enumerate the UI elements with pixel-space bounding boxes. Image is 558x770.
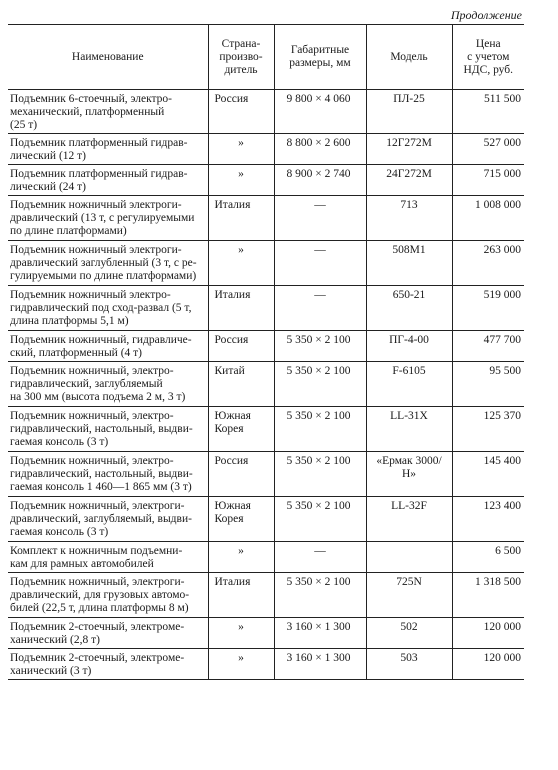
cell-name: Комплект к ножничным подъемни- кам для рамных автомобилей	[8, 542, 208, 573]
table-row	[8, 618, 524, 649]
cell-dimensions: 5 350 × 2 100	[274, 452, 366, 497]
cell-country: Россия	[208, 90, 274, 134]
cell-country: Италия	[208, 573, 274, 618]
cell-name: Подъемник ножничный, гидравличе- ский, платформенный (4 т)	[8, 331, 208, 362]
table-row	[8, 497, 524, 542]
cell-name: Подъемник ножничный, электро- гидравлический, настольный, выдви- гаемая консоль 1 460—1 865 мм (3 т)	[8, 452, 208, 497]
cell-country: Италия	[208, 196, 274, 241]
cell-price: 6 500	[452, 542, 524, 573]
cell-price: 123 400	[452, 497, 524, 542]
cell-country: »	[208, 618, 274, 649]
cell-dimensions: —	[274, 196, 366, 241]
cell-model: 12Г272М	[366, 134, 452, 165]
table-row	[8, 90, 524, 134]
cell-model: 713	[366, 196, 452, 241]
cell-country: »	[208, 165, 274, 196]
cell-country: Китай	[208, 362, 274, 407]
table-row	[8, 241, 524, 286]
table-row	[8, 134, 524, 165]
table-row	[8, 331, 524, 362]
table-row	[8, 286, 524, 331]
cell-model: «Ермак 3000/Н»	[366, 452, 452, 497]
table-body	[8, 90, 524, 680]
cell-dimensions: 9 800 × 4 060	[274, 90, 366, 134]
cell-country: Россия	[208, 331, 274, 362]
cell-dimensions: 8 900 × 2 740	[274, 165, 366, 196]
price-table	[8, 24, 524, 680]
cell-dimensions: 8 800 × 2 600	[274, 134, 366, 165]
table-row	[8, 362, 524, 407]
cell-name: Подъемник платформенный гидрав- лический (12 т)	[8, 134, 208, 165]
cell-name: Подъемник 2-стоечный, электроме- ханический (2,8 т)	[8, 618, 208, 649]
cell-model: 24Г272М	[366, 165, 452, 196]
cell-name: Подъемник ножничный электро- гидравлический под сход-развал (5 т, длина платформы 5,1 м)	[8, 286, 208, 331]
header-price: Цена с учетом НДС, руб.	[452, 25, 524, 90]
cell-model: LL-31X	[366, 407, 452, 452]
cell-price: 1 318 500	[452, 573, 524, 618]
table-header-row	[8, 25, 524, 90]
cell-dimensions: 5 350 × 2 100	[274, 362, 366, 407]
cell-model: ПГ-4-00	[366, 331, 452, 362]
cell-country: Италия	[208, 286, 274, 331]
cell-model: LL-32F	[366, 497, 452, 542]
cell-price: 519 000	[452, 286, 524, 331]
cell-model: 508М1	[366, 241, 452, 286]
table-row	[8, 196, 524, 241]
cell-price: 120 000	[452, 649, 524, 680]
cell-name: Подъемник ножничный, электроги- дравлический, для грузовых автомо- билей (22,5 т, длина платформы 8 м)	[8, 573, 208, 618]
table-row	[8, 165, 524, 196]
cell-price: 511 500	[452, 90, 524, 134]
cell-country: Южная Корея	[208, 407, 274, 452]
cell-country: »	[208, 134, 274, 165]
cell-model: 502	[366, 618, 452, 649]
cell-name: Подъемник ножничный электроги- дравлический (13 т, с регулируемыми по длине платформами)	[8, 196, 208, 241]
cell-name: Подъемник ножничный, электро- гидравлический, настольный, выдви- гаемая консоль (3 т)	[8, 407, 208, 452]
table-row	[8, 573, 524, 618]
cell-dimensions: 5 350 × 2 100	[274, 573, 366, 618]
cell-price: 715 000	[452, 165, 524, 196]
header-name: Наименование	[8, 25, 208, 90]
document-page	[8, 6, 524, 680]
cell-name: Подъемник ножничный, электроги- дравлический, заглубляемый, выдви- гаемая консоль (3 т)	[8, 497, 208, 542]
cell-name: Подъемник ножничный, электро- гидравлический, заглубляемый на 300 мм (высота подъема 2 м, 3 т)	[8, 362, 208, 407]
cell-country: Южная Корея	[208, 497, 274, 542]
cell-price: 1 008 000	[452, 196, 524, 241]
cell-price: 145 400	[452, 452, 524, 497]
cell-dimensions: 5 350 × 2 100	[274, 331, 366, 362]
cell-price: 527 000	[452, 134, 524, 165]
table-row	[8, 407, 524, 452]
cell-price: 120 000	[452, 618, 524, 649]
cell-dimensions: 3 160 × 1 300	[274, 618, 366, 649]
cell-dimensions: —	[274, 286, 366, 331]
cell-price: 95 500	[452, 362, 524, 407]
continuation-label: Продолжение	[450, 8, 522, 22]
cell-model: 725N	[366, 573, 452, 618]
cell-price: 477 700	[452, 331, 524, 362]
cell-country: »	[208, 649, 274, 680]
cell-model: F-6105	[366, 362, 452, 407]
header-model: Модель	[366, 25, 452, 90]
cell-name: Подъемник платформенный гидрав- лический (24 т)	[8, 165, 208, 196]
cell-country: »	[208, 241, 274, 286]
cell-model: 503	[366, 649, 452, 680]
cell-price: 263 000	[452, 241, 524, 286]
cell-country: Россия	[208, 452, 274, 497]
cell-price: 125 370	[452, 407, 524, 452]
cell-name: Подъемник ножничный электроги- дравлический заглубленный (3 т, с ре- гулируемыми по длине платформами)	[8, 241, 208, 286]
cell-dimensions: 5 350 × 2 100	[274, 497, 366, 542]
header-dimensions: Габаритные размеры, мм	[274, 25, 366, 90]
cell-name: Подъемник 6-стоечный, электро- механический, платформенный (25 т)	[8, 90, 208, 134]
table-row	[8, 452, 524, 497]
cell-model	[366, 542, 452, 573]
cell-name: Подъемник 2-стоечный, электроме- ханический (3 т)	[8, 649, 208, 680]
cell-dimensions: —	[274, 241, 366, 286]
cell-dimensions: —	[274, 542, 366, 573]
cell-country: »	[208, 542, 274, 573]
header-country: Страна- произво- дитель	[208, 25, 274, 90]
cell-dimensions: 3 160 × 1 300	[274, 649, 366, 680]
cell-model: ПЛ-25	[366, 90, 452, 134]
cell-model: 650-21	[366, 286, 452, 331]
table-row	[8, 649, 524, 680]
table-row	[8, 542, 524, 573]
cell-dimensions: 5 350 × 2 100	[274, 407, 366, 452]
